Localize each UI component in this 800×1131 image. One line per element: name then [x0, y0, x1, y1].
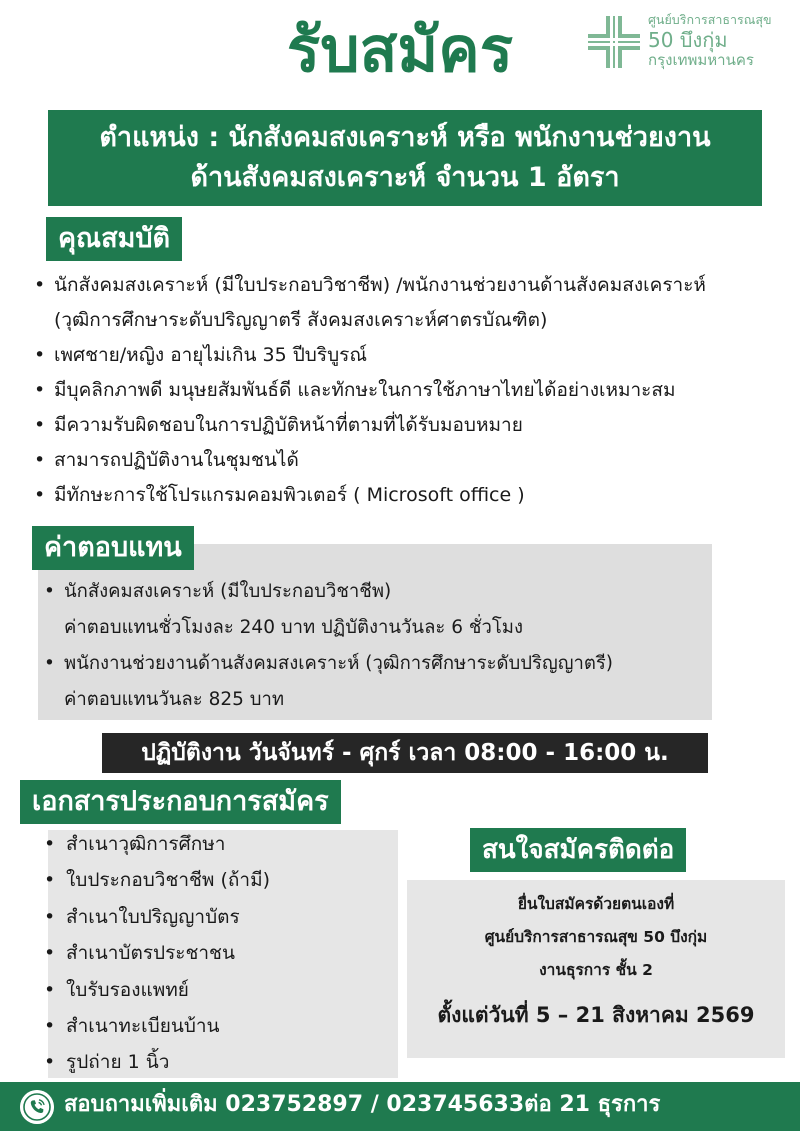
contact-details: [407, 888, 785, 1030]
bullet-icon: •: [34, 379, 46, 401]
bullet-icon: •: [34, 484, 46, 506]
list-item-text: ใบรับรองแพทย์: [66, 978, 189, 1001]
list-item: [44, 574, 704, 646]
position-line-2: ด้านสังคมสงเคราะห์ จำนวน 1 อัตรา: [190, 162, 620, 193]
medical-cross-icon: [586, 14, 642, 70]
list-item: [44, 646, 704, 718]
list-item-text: พนักงานช่วยงานด้านสังคมสงเคราะห์ (วุฒิการศึกษาระดับปริญญาตรี): [64, 653, 614, 674]
page-title: รับสมัคร: [286, 13, 514, 86]
list-item-continuation: ค่าตอบแทนวันละ 825 บาท: [64, 689, 285, 710]
list-item-text: เพศชาย/หญิง อายุไม่เกิน 35 ปีบริบูรณ์: [54, 344, 367, 366]
logo-line-2: 50 บึงกุ่ม: [648, 27, 728, 52]
list-item-text: สำเนาใบปริญญาบัตร: [66, 905, 240, 928]
bullet-icon: •: [44, 653, 55, 674]
list-item-text: มีความรับผิดชอบในการปฏิบัติหน้าที่ตามที่ได้รับมอบหมาย: [54, 414, 523, 436]
bullet-icon: •: [44, 833, 56, 855]
list-item: [44, 1044, 394, 1080]
compensation-list: [44, 574, 704, 718]
list-item: [34, 478, 794, 513]
list-item-text: สำเนาวุฒิการศึกษา: [66, 833, 226, 855]
logo-line-1: ศูนย์บริการสาธารณสุข: [648, 12, 772, 27]
list-item-text: นักสังคมสงเคราะห์ (มีใบประกอบวิชาชีพ): [64, 581, 392, 602]
list-item: [34, 443, 794, 478]
list-item: [44, 826, 394, 862]
bullet-icon: •: [34, 274, 46, 296]
footer-contact-text: สอบถามเพิ่มเติม 023752897 / 023745633ต่อ 21 ธุรการ: [64, 1092, 661, 1117]
qualifications-list: [34, 268, 794, 513]
contact-line-2: ศูนย์บริการสาธารณสุข 50 บึงกุ่ม: [484, 928, 708, 946]
application-period: ตั้งแต่วันที่ 5 – 21 สิงหาคม 2569: [437, 1003, 755, 1027]
list-item-continuation: ค่าตอบแทนชั่วโมงละ 240 บาท ปฏิบัติงานวันละ 6 ชั่วโมง: [64, 617, 523, 638]
list-item-text: สำเนาทะเบียนบ้าน: [66, 1015, 220, 1038]
list-item: [34, 408, 794, 443]
list-item-text: สามารถปฏิบัติงานในชุมชนได้: [54, 449, 299, 471]
bullet-icon: •: [44, 905, 56, 928]
bullet-icon: •: [34, 414, 46, 436]
health-center-logo: [586, 12, 798, 74]
qualifications-heading: คุณสมบัติ: [46, 217, 182, 261]
bullet-icon: •: [44, 1015, 56, 1038]
list-item-text: ใบประกอบวิชาชีพ (ถ้ามี): [66, 869, 270, 892]
documents-heading: เอกสารประกอบการสมัคร: [20, 780, 341, 824]
bullet-icon: •: [44, 869, 56, 892]
list-item-text: สำเนาบัตรประชาชน: [66, 942, 235, 965]
phone-icon: [20, 1090, 54, 1124]
list-item: [34, 373, 794, 408]
list-item: [44, 899, 394, 935]
bullet-icon: •: [44, 942, 56, 965]
list-item-text: รูปถ่าย 1 นิ้ว: [66, 1051, 170, 1074]
footer-bar: [0, 1082, 800, 1131]
bullet-icon: •: [34, 449, 46, 471]
list-item: [44, 862, 394, 898]
list-item-text: มีทักษะการใช้โปรแกรมคอมพิวเตอร์ ( Microsoft office ): [54, 484, 525, 506]
logo-text: [648, 12, 798, 68]
list-item-text: นักสังคมสงเคราะห์ (มีใบประกอบวิชาชีพ) /พนักงานช่วยงานด้านสังคมสงเคราะห์: [54, 274, 706, 296]
contact-heading: สนใจสมัครติดต่อ: [470, 828, 686, 872]
list-item: [44, 935, 394, 971]
position-banner: [48, 110, 762, 206]
list-item: [34, 338, 794, 373]
documents-list: [44, 826, 394, 1081]
logo-line-3: กรุงเทพมหานคร: [648, 50, 754, 69]
list-item-text: มีบุคลิกภาพดี มนุษยสัมพันธ์ดี และทักษะในการใช้ภาษาไทยได้อย่างเหมาะสม: [54, 379, 676, 401]
compensation-heading: ค่าตอบแทน: [32, 526, 194, 570]
contact-line-1: ยื่นใบสมัครด้วยตนเองที่: [517, 895, 675, 913]
bullet-icon: •: [44, 1051, 56, 1074]
list-item: [34, 268, 794, 338]
list-item: [44, 1008, 394, 1044]
bullet-icon: •: [44, 978, 56, 1001]
position-line-1: ตำแหน่ง : นักสังคมสงเคราะห์ หรือ พนักงานช่วยงาน: [99, 122, 711, 153]
contact-line-3: งานธุรการ ชั้น 2: [539, 961, 653, 979]
work-hours-bar: ปฏิบัติงาน วันจันทร์ - ศุกร์ เวลา 08:00 - 16:00 น.: [102, 733, 708, 773]
list-item-continuation: (วุฒิการศึกษาระดับปริญญาตรี สังคมสงเคราะห์ศาตรบัณฑิต): [54, 309, 548, 331]
bullet-icon: •: [34, 344, 46, 366]
list-item: [44, 972, 394, 1008]
bullet-icon: •: [44, 581, 55, 602]
